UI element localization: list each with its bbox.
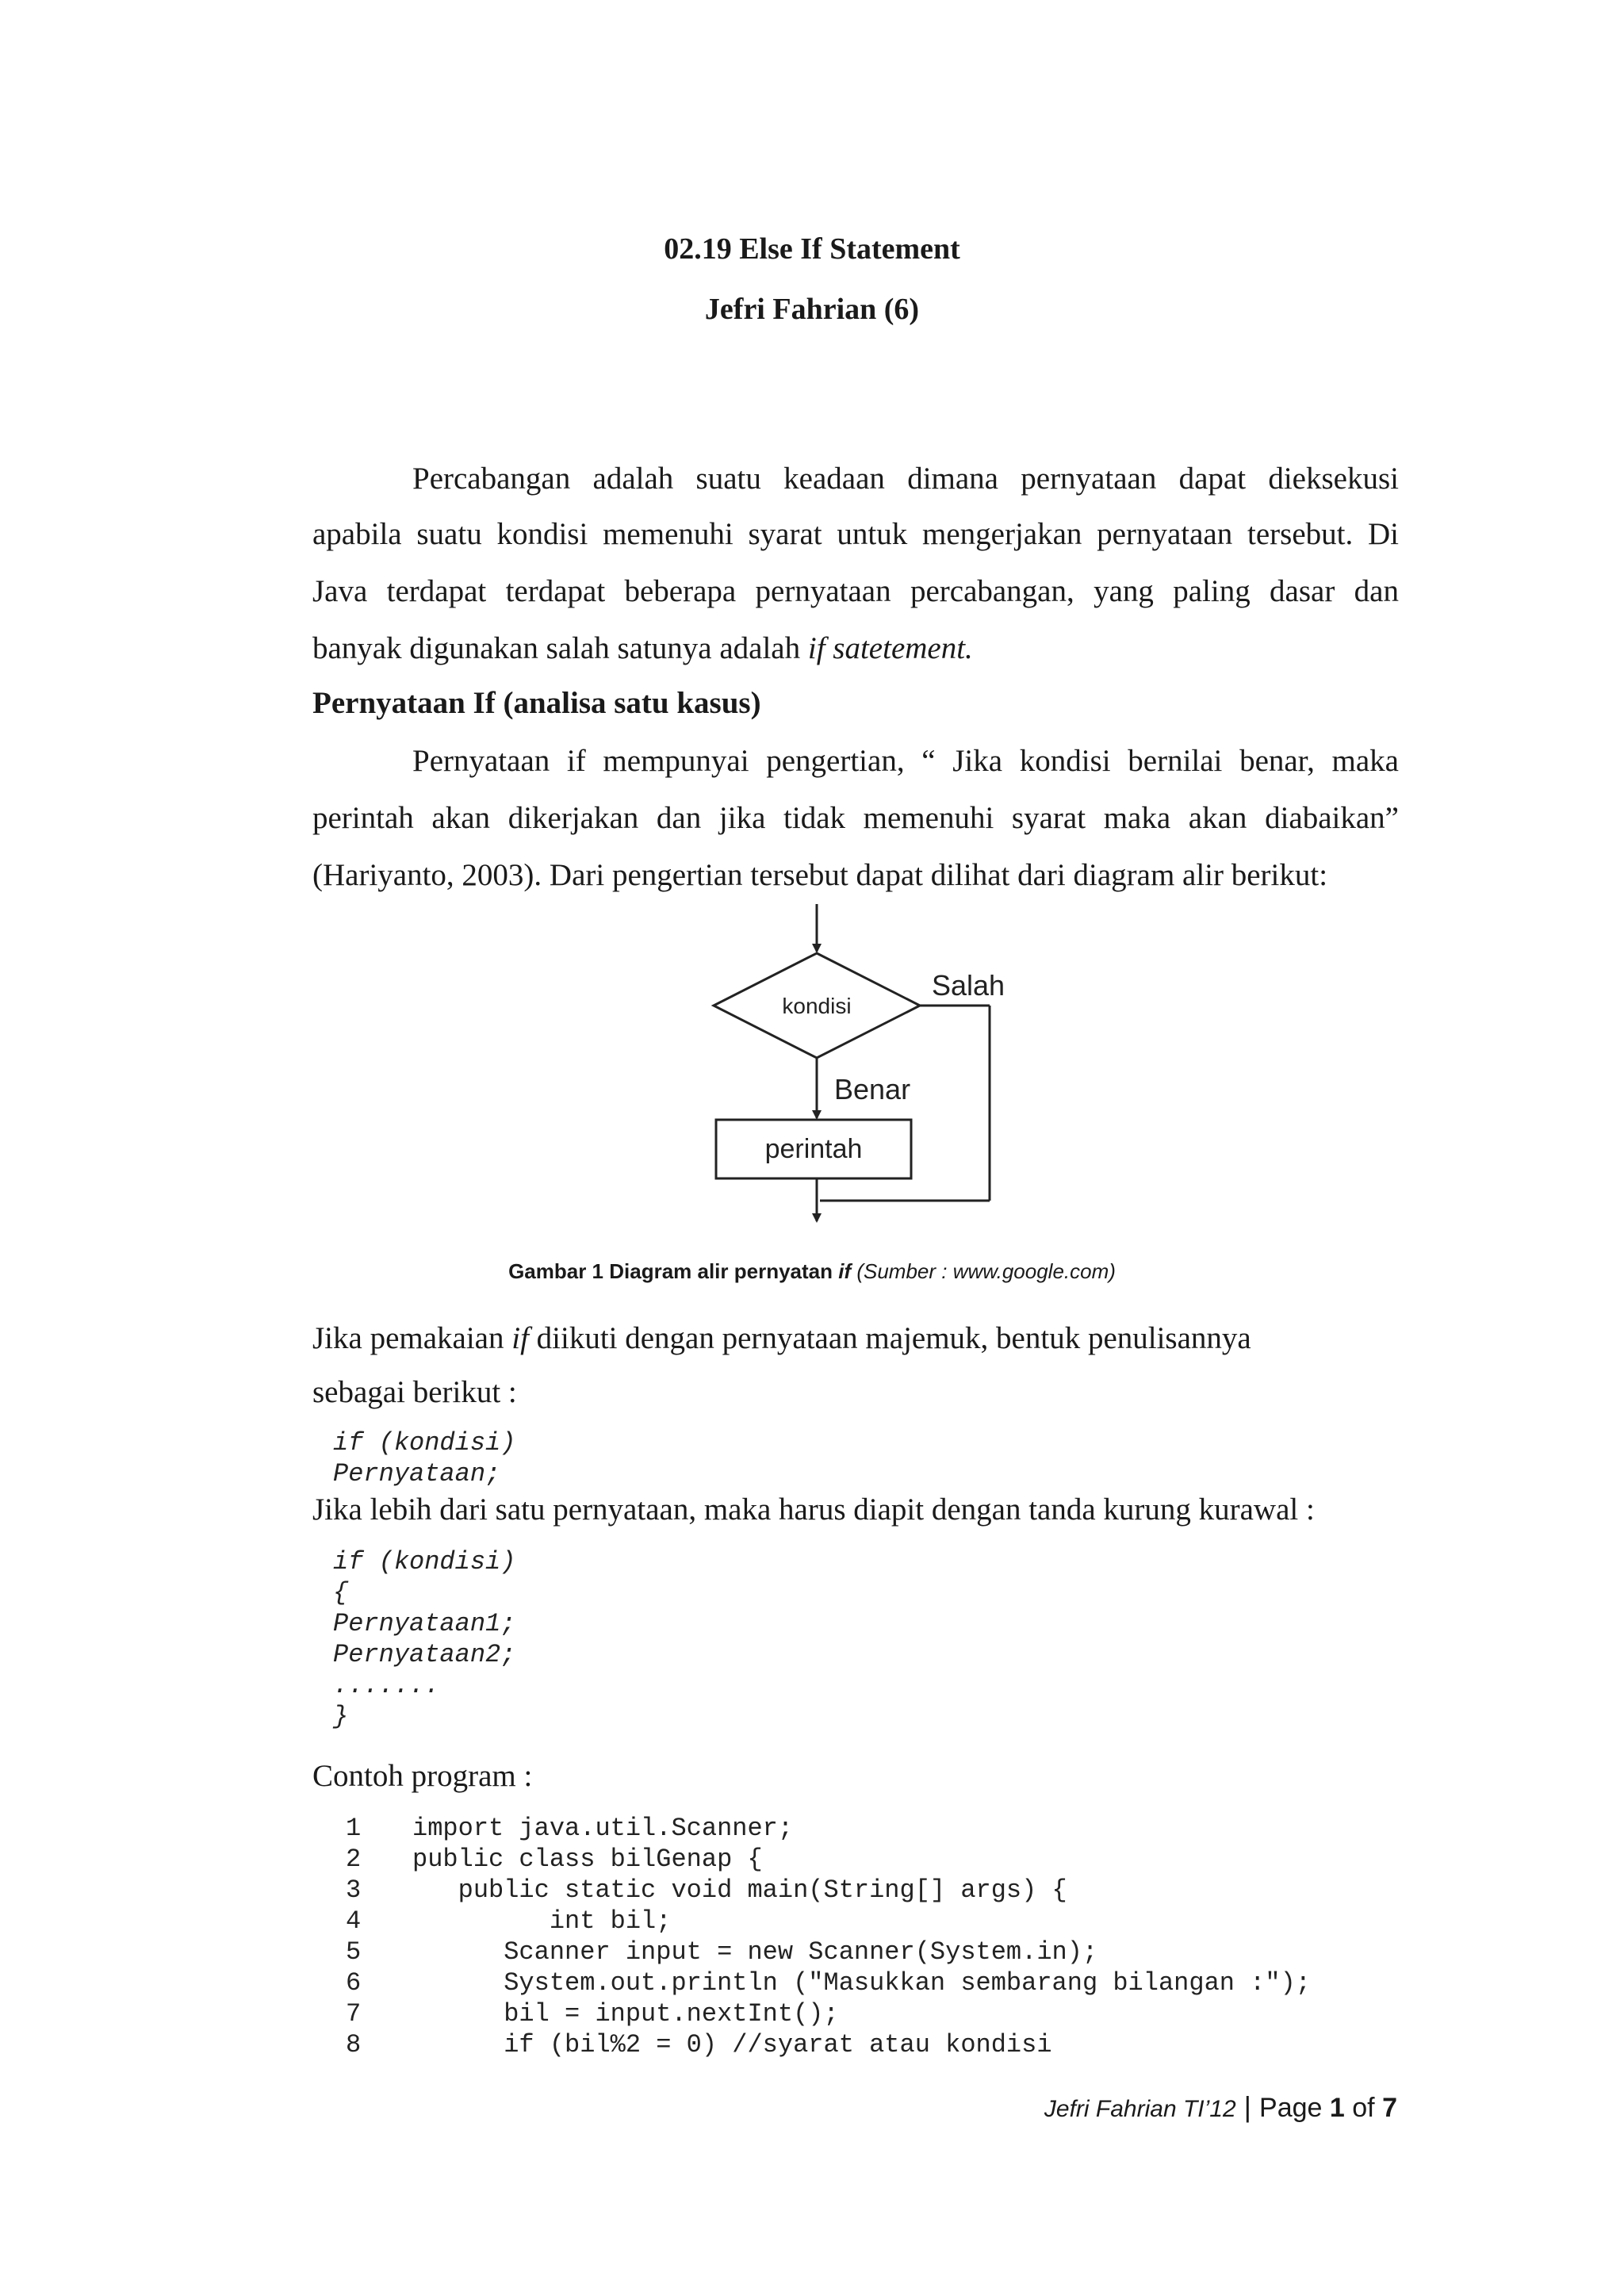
line-number: 4 xyxy=(346,1906,362,1936)
code-line xyxy=(333,2029,1311,2060)
code-line xyxy=(333,1875,1311,1906)
footer-page-number: 1 xyxy=(1329,2093,1345,2123)
footer-separator: | xyxy=(1243,2090,1252,2123)
line-code: public static void main(String[] args) { xyxy=(412,1875,1067,1905)
line-code: public class bilGenap { xyxy=(412,1845,763,1874)
line-number: 6 xyxy=(346,1968,362,1998)
caption-if: if xyxy=(838,1259,852,1283)
line-code: Scanner input = new Scanner(System.in); xyxy=(412,1937,1098,1967)
intro-line-2: apabila suatu kondisi memenuhi syarat untuk mengerjakan pernyataan tersebut. Di xyxy=(312,517,1399,551)
code-line xyxy=(333,1813,1311,1844)
document-title: 02.19 Else If Statement xyxy=(664,232,960,266)
footer-page-word: Page xyxy=(1259,2093,1323,2123)
caption-source: (Sumber : www.google.com) xyxy=(851,1259,1116,1283)
decision-label: kondisi xyxy=(782,994,852,1018)
usage-line-3: Jika lebih dari satu pernyataan, maka harus diapit dengan tanda kurung kurawal : xyxy=(312,1492,1315,1527)
line-number: 1 xyxy=(346,1814,362,1843)
intro-line-1: Percabangan adalah suatu keadaan dimana pernyataan dapat dieksekusi xyxy=(412,462,1399,496)
usage-line-1-b: diikuti dengan pernyataan majemuk, bentuk penulisannya xyxy=(528,1321,1251,1355)
intro-line-4-text: banyak digunakan salah satunya adalah xyxy=(312,631,808,665)
footer-of-word: of xyxy=(1352,2093,1375,2123)
line-code: import java.util.Scanner; xyxy=(412,1814,794,1843)
code-line xyxy=(333,1998,1311,2029)
line-number: 3 xyxy=(346,1875,362,1905)
line-code: if (bil%2 = 0) //syarat atau kondisi xyxy=(412,2030,1052,2059)
section-heading-if: Pernyataan If (analisa satu kasus) xyxy=(312,686,761,720)
line-number: 2 xyxy=(346,1845,362,1874)
footer-page-total: 7 xyxy=(1382,2093,1397,2123)
line-code: bil = input.nextInt(); xyxy=(412,1999,839,2029)
usage-line-1-a: Jika pemakaian xyxy=(312,1321,512,1355)
intro-line-4 xyxy=(312,630,1399,668)
line-code: int bil; xyxy=(412,1906,672,1936)
caption-bold: Gambar 1 Diagram alir pernyatan xyxy=(508,1259,839,1283)
example-heading: Contoh program : xyxy=(312,1759,533,1793)
code-line xyxy=(333,1906,1311,1937)
intro-if-statement: if satetement. xyxy=(807,631,973,665)
footer-page-indicator xyxy=(1259,2093,1397,2124)
usage-line-1 xyxy=(312,1320,1399,1358)
code-snippet-single: if (kondisi) Pernyataan; xyxy=(333,1428,516,1488)
process-label: perintah xyxy=(764,1134,863,1164)
page-footer xyxy=(1044,2090,1397,2124)
code-line xyxy=(333,1967,1311,1998)
usage-line-1-if: if xyxy=(511,1321,529,1355)
if-flowchart xyxy=(698,904,1031,1253)
true-label: Benar xyxy=(834,1073,911,1105)
code-line xyxy=(333,1937,1311,1967)
code-line xyxy=(333,1844,1311,1875)
document-author: Jefri Fahrian (6) xyxy=(704,293,920,326)
usage-line-2: sebagai berikut : xyxy=(312,1375,517,1409)
figure-caption xyxy=(0,1259,1624,1284)
line-number: 5 xyxy=(346,1937,362,1967)
line-number: 8 xyxy=(346,2030,362,2059)
code-snippet-block: if (kondisi) { Pernyataan1; Pernyataan2; ....... } xyxy=(333,1547,516,1731)
line-code: System.out.println ("Masukkan sembarang bilangan :"); xyxy=(412,1968,1311,1998)
code-listing xyxy=(333,1813,1311,2060)
false-label: Salah xyxy=(932,969,1005,1002)
section1-line-2: perintah akan dikerjakan dan jika tidak memenuhi syarat maka akan diabaikan” xyxy=(312,801,1399,835)
line-number: 7 xyxy=(346,1999,362,2029)
section1-line-3: (Hariyanto, 2003). Dari pengertian tersebut dapat dilihat dari diagram alir berikut: xyxy=(312,858,1328,892)
section1-line-1: Pernyataan if mempunyai pengertian, “ Jika kondisi bernilai benar, maka xyxy=(412,744,1399,778)
intro-line-3: Java terdapat terdapat beberapa pernyataan percabangan, yang paling dasar dan xyxy=(312,574,1399,608)
footer-author: Jefri Fahrian TI’12 xyxy=(1044,2096,1236,2122)
